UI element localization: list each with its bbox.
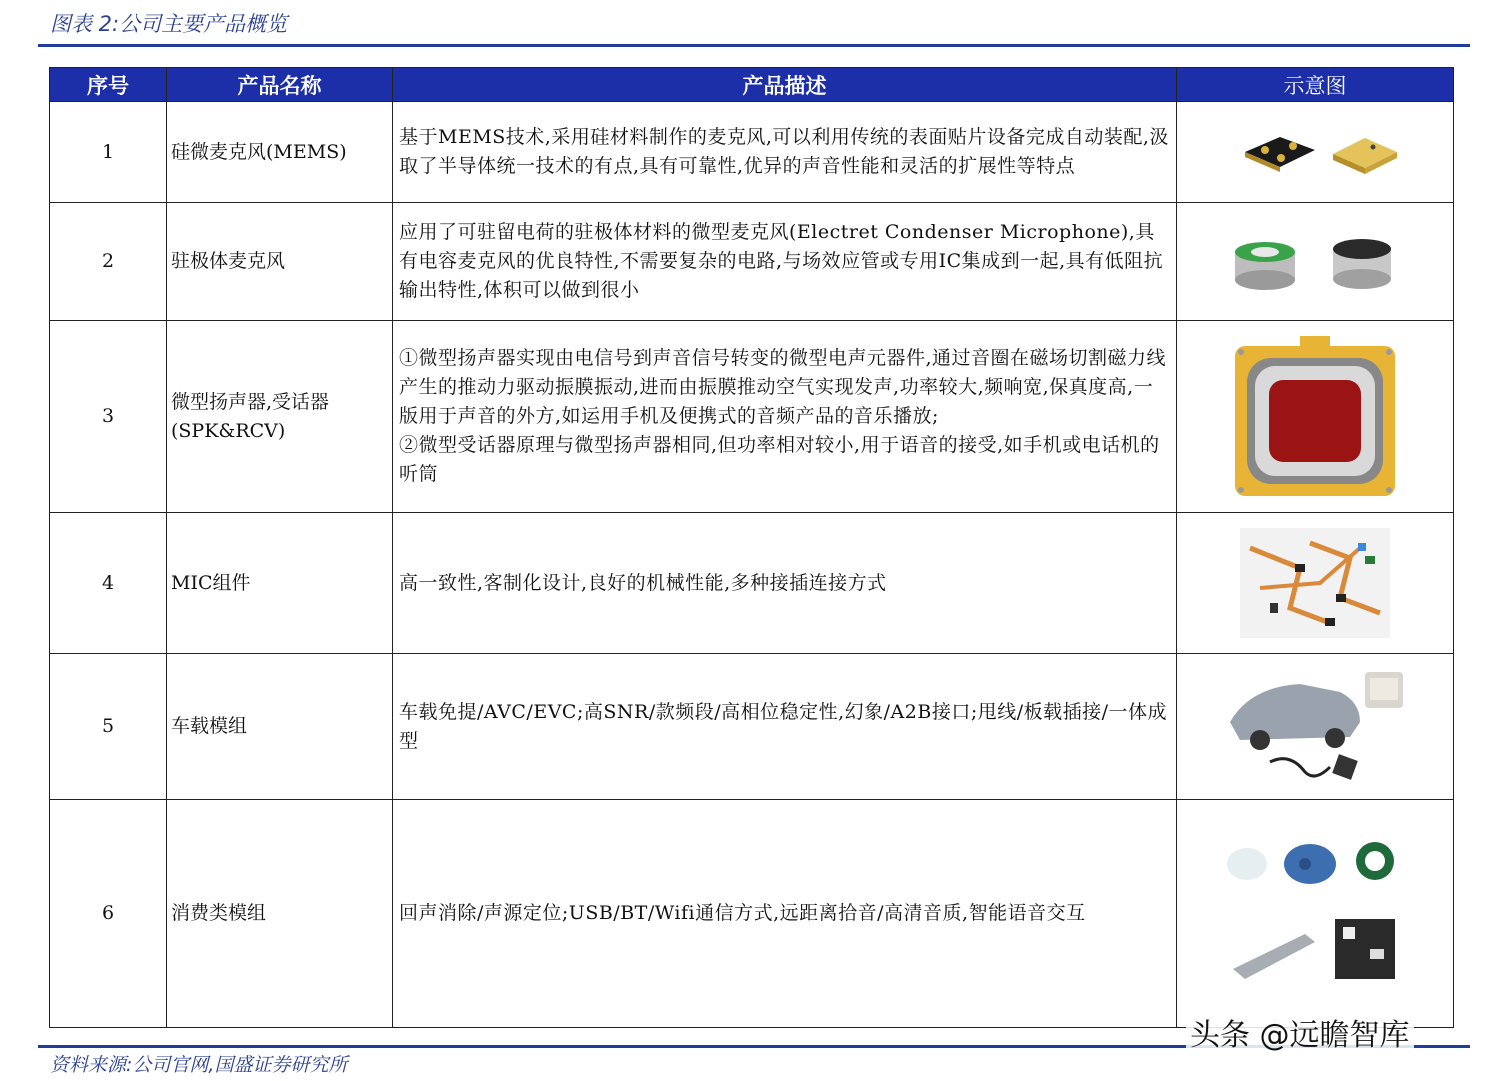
mems-microphone-image bbox=[1177, 102, 1454, 203]
speaker-receiver-image bbox=[1177, 321, 1454, 513]
table-row bbox=[50, 800, 1454, 1028]
watermark: 头条 @远瞻智库 bbox=[1186, 1010, 1414, 1054]
top-rule bbox=[38, 44, 1470, 47]
header-product-name: 产品名称 bbox=[167, 68, 393, 102]
product-table bbox=[49, 67, 1454, 1028]
figure-caption: 图表 2:公司主要产品概览 bbox=[50, 12, 288, 36]
product-description: 基于MEMS技术,采用硅材料制作的麦克风,可以利用传统的表面贴片设备完成自动装配,汲取了半导体统一技术的有点,具有可靠性,优异的声音性能和灵活的扩展性等特点 bbox=[393, 102, 1177, 203]
product-name: 驻极体麦克风 bbox=[167, 203, 393, 321]
product-name: 消费类模组 bbox=[167, 800, 393, 1028]
product-name: 硅微麦克风(MEMS) bbox=[167, 102, 393, 203]
mic-assembly-image bbox=[1177, 513, 1454, 654]
table-header-row bbox=[50, 68, 1454, 102]
table-row bbox=[50, 203, 1454, 321]
product-description: 高一致性,客制化设计,良好的机械性能,多种接插连接方式 bbox=[393, 513, 1177, 654]
product-name: 微型扬声器,受话器(SPK&RCV) bbox=[167, 321, 393, 513]
row-number: 1 bbox=[50, 102, 167, 203]
product-description: 车载免提/AVC/EVC;高SNR/款频段/高相位稳定性,幻象/A2B接口;甩线/板载插接/一体成型 bbox=[393, 654, 1177, 800]
row-number: 2 bbox=[50, 203, 167, 321]
receiver-description: ②微型受话器原理与微型扬声器相同,但功率相对较小,用于语音的接受,如手机或电话机的听筒 bbox=[399, 434, 1160, 485]
product-name: 车载模组 bbox=[167, 654, 393, 800]
electret-microphone-image bbox=[1177, 203, 1454, 321]
consumer-module-image bbox=[1177, 800, 1454, 1028]
table-row bbox=[50, 102, 1454, 203]
product-description: 应用了可驻留电荷的驻极体材料的微型麦克风(Electret Condenser Microphone),具有电容麦克风的优良特性,不需要复杂的电路,与场效应管或专用IC集成到一起,具有低阻抗输出特性,体积可以做到很小 bbox=[393, 203, 1177, 321]
header-product-desc: 产品描述 bbox=[393, 68, 1177, 102]
source-note: 资料来源:公司官网,国盛证券研究所 bbox=[50, 1054, 348, 1076]
product-name: MIC组件 bbox=[167, 513, 393, 654]
row-number: 3 bbox=[50, 321, 167, 513]
row-number: 4 bbox=[50, 513, 167, 654]
table-row bbox=[50, 513, 1454, 654]
speaker-description: ①微型扬声器实现由电信号到声音信号转变的微型电声元器件,通过音圈在磁场切割磁力线产生的推动力驱动振膜振动,进而由振膜推动空气实现发声,功率较大,频响宽,保真度高,一版用于声音的外方,如运用手机及便携式的音频产品的音乐播放; bbox=[399, 347, 1167, 427]
table-row bbox=[50, 321, 1454, 513]
product-description: 回声消除/声源定位;USB/BT/Wifi通信方式,远距离拾音/高清音质,智能语音交互 bbox=[393, 800, 1177, 1028]
row-number: 6 bbox=[50, 800, 167, 1028]
row-number: 5 bbox=[50, 654, 167, 800]
header-illustration: 示意图 bbox=[1177, 68, 1454, 102]
automotive-module-image bbox=[1177, 654, 1454, 800]
product-description bbox=[393, 321, 1177, 513]
table-row bbox=[50, 654, 1454, 800]
header-index: 序号 bbox=[50, 68, 167, 102]
